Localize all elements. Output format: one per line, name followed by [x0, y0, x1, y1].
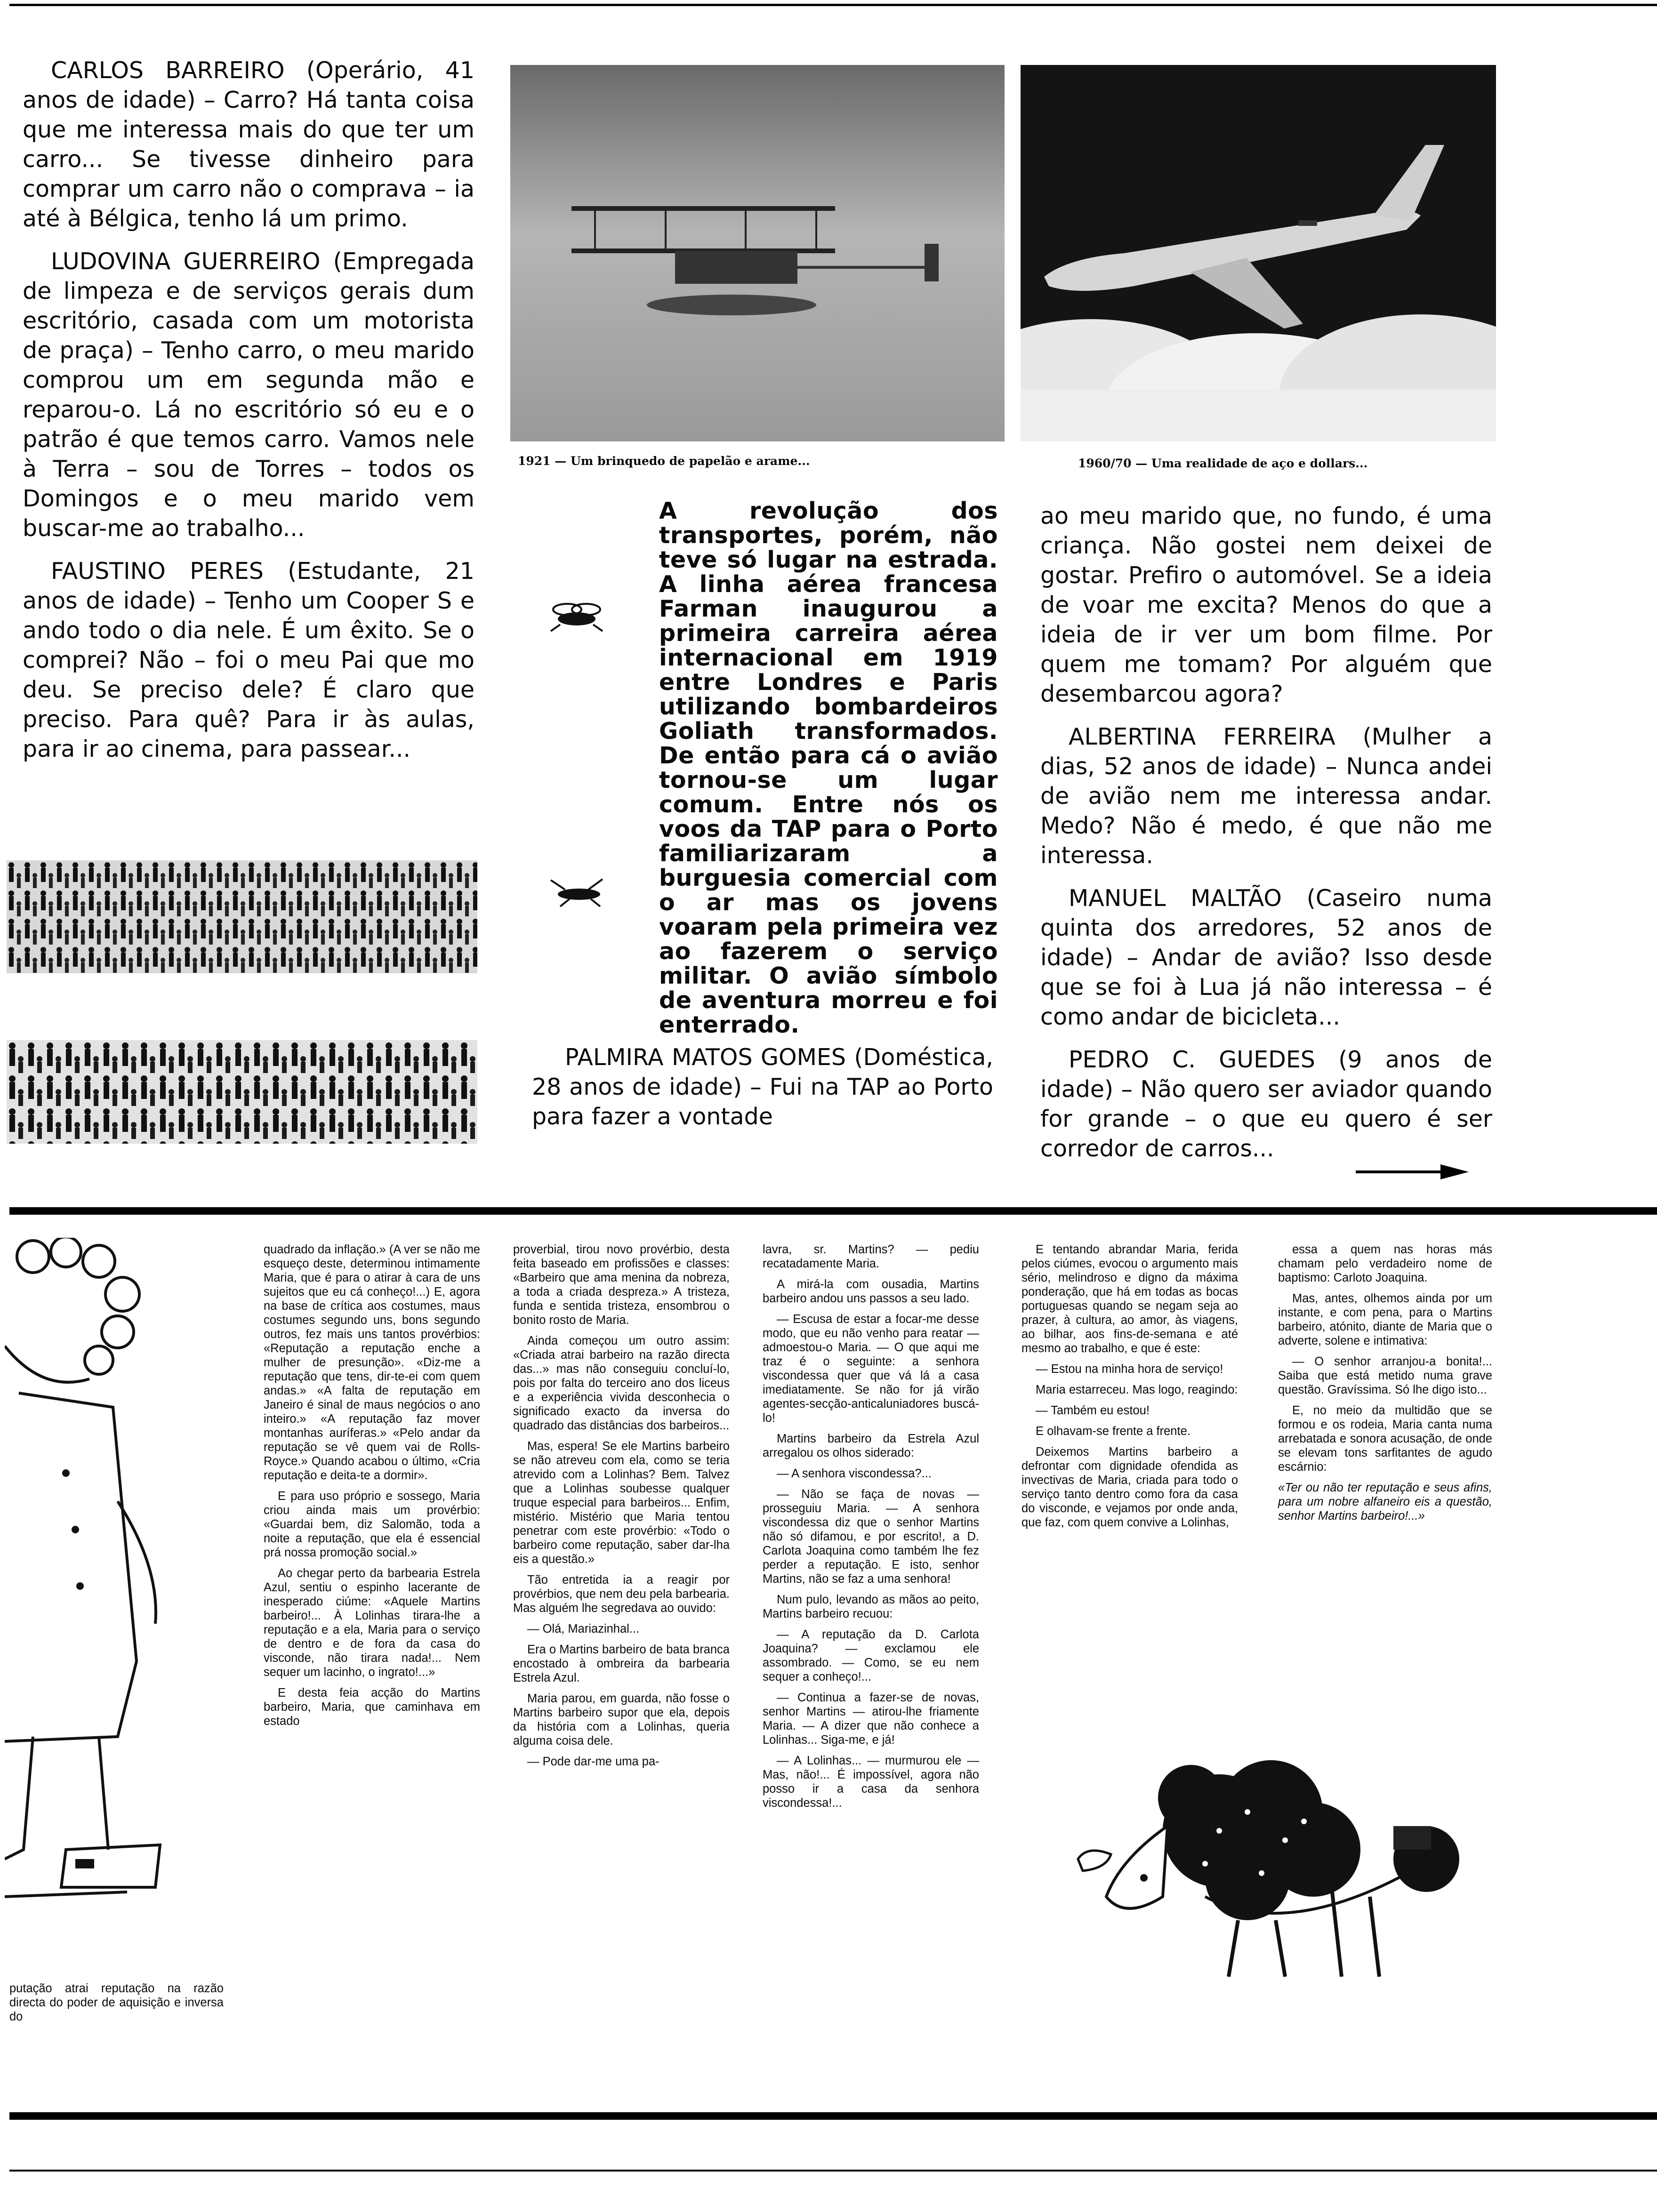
- article-column-2: proverbial, tirou novo provérbio, desta feita baseado em profissões e classes: «Barbeiro que ama menina da nobreza, a toda a criada despreza.» A tristeza, funda e sentida tristeza, ensombrou o bonito rosto de Maria. Ainda começou um outro assim: «Criada atrai barbeiro na razão directa das...» mas não conseguiu concluí-lo, pois por falta do terceiro ano dos liceus e a experiência vivida desconhecia o significado exacto da inversa do quadrado das distâncias dos barbeiros... Mas, espera! Se ele Martins barbeiro se não atreveu com ela, como se teria atrevido com a Lolinhas? Bem. Talvez que a Lolinhas soubesse qualquer truque especial para barbeiros... Enfim, mistério. Mistério que Maria tentou penetrar com este provérbio: «Todo o barbeiro come reputação, saber dar-lha eis a questão.» Tão entretida ia a reagir por provérbios, que nem deu pela barbearia. Mas alguém lhe segredava ao ouvido: — Olá, Mariazinhal... Era o Martins barbeiro de bata branca encostado à ombreira da barbearia Estrela Azul. Maria parou, em guarda, não fosse o Martins barbeiro supor que ela, depois da história com a Lolinhas, queria alguma coisa dele. — Pode dar-me uma pa-: [513, 1243, 730, 1768]
- interview-palmira-continued: ao meu marido que, no fundo, é uma criança. Não gostei nem deixei de gostar. Prefiro o automóvel. Se a ideia de voar me excita? Menos do que a ideia de ir ver um bom filme. Por quem me tomam? Por alguém que desembarcou agora?: [1040, 503, 1492, 707]
- crowd-photo-bottom: [7, 1040, 477, 1144]
- jetliner-photo: [1021, 65, 1496, 441]
- poodle-illustration: [1050, 1741, 1488, 1986]
- upper-right-column: [1040, 501, 1492, 1177]
- lower-left-fragment: putação atrai reputação na razão directa do poder de aquisição e inversa do: [9, 1982, 224, 2023]
- jetliner-caption: 1960/70 — Uma realidade de aço e dollars...: [1078, 457, 1368, 470]
- continue-arrow-icon: [1356, 1162, 1469, 1181]
- bottom-divider: [9, 2112, 1657, 2120]
- interview-carlos-barreiro: CARLOS BARREIRO (Operário, 41 anos de idade) – Carro? Há tanta coisa que me interessa mais do que ter um carro... Se tivesse dinheiro para comprar um carro não o comprava – ia até à Bélgica, tenho lá um primo.: [23, 57, 475, 232]
- bottom-edge-rule: [9, 2170, 1657, 2172]
- fly-icon: [546, 600, 607, 633]
- transport-revolution-lede: A revolução dos transportes, porém, não teve só lugar na estrada. A linha aérea francesa Farman inaugurou a primeira carreira aérea internacional em 1919 entre Londres e Paris utilizando bombardeiros Goliath transformados. De então para cá o avião tornou-se um lugar comum. Entre nós os voos da TAP para o Porto familiarizaram a burguesia comercial com o ar mas os jovens voaram pela primeira vez ao fazerem o serviço militar. O avião símbolo de aventura morreu e foi enterrado.: [659, 497, 998, 1038]
- interview-palmira-matos-gomes: PALMIRA MATOS GOMES (Doméstica, 28 anos de idade) – Fui na TAP ao Porto para fazer a vontade: [532, 1044, 993, 1130]
- interview-manuel-maltao: MANUEL MALTÃO (Caseiro numa quinta dos arredores, 52 anos de idade) – Andar de avião? Isso desde que se foi à Lua já não interessa – é como andar de bicicleta...: [1040, 885, 1492, 1030]
- crowd-photo-top: [7, 860, 477, 973]
- interview-pedro-guedes: PEDRO C. GUEDES (9 anos de idade) – Não quero ser aviador quando for grande – o que eu quero é ser corredor de carros...: [1040, 1046, 1492, 1162]
- top-rule: [9, 4, 1657, 6]
- article-column-4: E tentando abrandar Maria, ferida pelos ciúmes, evocou o argumento mais sério, melindroso e digno da máxima ponderação, que há em todas as bocas portuguesas quando se negam seja ao prazer, à cultura, ao amor, às viagens, ao bilhar, aos fins-de-semana e até mesmo ao trabalho, e que é este: — Estou na minha hora de serviço! Maria estarreceu. Mas logo, reagindo: — Também eu estou! E olhavam-se frente a frente. Deixemos Martins barbeiro a defrontar com dignidade ofendida as invectivas de Maria, criada para todo o serviço tanto dentro como fora da casa do visconde, e vejamos por onde anda, que faz, com quem convive a Lolinhas,: [1022, 1243, 1238, 1529]
- interview-albertina-ferreira: ALBERTINA FERREIRA (Mulher a dias, 52 anos de idade) – Nunca andei de avião nem me interessa andar. Medo? Não é medo, é que não me interessa.: [1040, 723, 1492, 869]
- interview-ludovina-guerreiro: LUDOVINA GUERREIRO (Empregada de limpeza e de serviços gerais dum escritório, casada com um motorista de praça) – Tenho carro, o meu marido comprou um em segunda mão e reparou-o. Lá no escritório só eu e o patrão é que temos carro. Vamos nele à Terra – sou de Torres – todos os Domingos e o meu marido vem buscar-me ao trabalho...: [23, 248, 475, 542]
- accusation-verse: «Ter ou não ter reputação e seus afins, para um nobre alfaneiro eis a questão, senhor Martins barbeiro!...»: [1278, 1481, 1492, 1523]
- section-divider: [9, 1207, 1657, 1215]
- interview-faustino-peres: FAUSTINO PERES (Estudante, 21 anos de idade) – Tenho um Cooper S e ando todo o dia nele. É um êxito. Se o comprei? Não – foi o meu Pai que mo deu. Se preciso dele? É claro que preciso. Para quê? Para ir às aulas, para ir ao cinema, para passear...: [23, 558, 475, 762]
- biplane-caption: 1921 — Um brinquedo de papelão e arame...: [518, 454, 810, 468]
- upper-left-column: [23, 56, 475, 777]
- article-column-5: essa a quem nas horas más chamam pelo verdadeiro nome de baptismo: Carloto Joaquina. Mas, antes, olhemos ainda por um instante, e com pena, para o Martins barbeiro, atónito, diante de Maria que o adverte, solene e intimativa: — O senhor arranjou-a bonita!... Saiba que está metido numa grave questão. Gravíssima. Só lhe digo isto... E, no meio da multidão que se formou e os rodeia, Maria canta numa arrebatada e sonora acusação, de onde se elevam tons sarfitantes de agudo escárnio: «Ter ou não ter reputação e seus afins, para um nobre alfaneiro eis a questão, senhor Martins barbeiro!...»: [1278, 1243, 1492, 1523]
- grasshopper-icon: [546, 875, 607, 908]
- article-column-1: quadrado da inflação.» (A ver se não me esqueço deste, determinou intimamente Maria, que é para o atirar à cara de uns sujeitos que eu cá conheço!...) E, agora na base de crítica aos costumes, maus costumes segundo uns, bons segundo outros, fez mais uns tantos provérbios: «Reputação a reputação enche a mulher de presunção». «Diz-me a reputação que tens, dir-te-ei com quem andas.» «A falta de reputação em Janeiro é sinal de maus negócios o ano inteiro.» «A reputação faz mover montanhas auríferas.» «Pelo andar da reputação se vê quem vai de Rolls-Royce.» Quando acabou o último, «Cria reputação e deita-te a dormir». E para uso próprio e sossego, Maria criou ainda mais um provérbio: «Guardai bem, diz Salomão, toda a noite a reputação, que ela é essencial prá nossa promoção social.» Ao chegar perto da barbearia Estrela Azul, sentiu o espinho lacerante de inesperado ciúme: «Aquele Martins barbeiro!... À Lolinhas tirara-lhe a reputação e a ela, Maria para o serviço de dentro e de fora da casa do visconde, não tirara nada!... Nem sequer um lacinho, o ingrato!...» E desta feia acção do Martins barbeiro, Maria, que caminhava em estado: [264, 1243, 480, 1728]
- biplane-photo: [510, 65, 1005, 441]
- man-illustration: [5, 1238, 240, 1972]
- article-column-3: lavra, sr. Martins? — pediu recatadamente Maria. A mirá-la com ousadia, Martins barbeiro andou uns passos a seu lado. — Escusa de estar a focar-me desse modo, que eu não venho para reatar — admoestou-o Maria. — O que aqui me traz é o seguinte: a senhora viscondessa quer que vá lá a casa imediatamente. Se não for já virão agentes-secção-anticaluniadores buscá-lo! Martins barbeiro da Estrela Azul arregalou os olhos siderado: — A senhora viscondessa?... — Não se faça de novas — prosseguiu Maria. — A senhora viscondessa diz que o senhor Martins não só difamou, e por escrito!, a D. Carlota Joaquina como também lhe fez perder a reputação. E isto, senhor Martins, não se faz a uma senhora! Num pulo, levando as mãos ao peito, Martins barbeiro recuou: — A reputação da D. Carlota Joaquina? — exclamou ele assombrado. — Como, se eu nem sequer a conheço!... — Continua a fazer-se de novas, senhor Martins — atirou-lhe friamente Maria. — A dizer que não conhece a Lolinhas... Siga-me, e já! — A Lolinhas... — murmurou ele — Mas, não!... É impossível, agora não posso ir a casa da senhora viscondessa!...: [763, 1243, 979, 1810]
